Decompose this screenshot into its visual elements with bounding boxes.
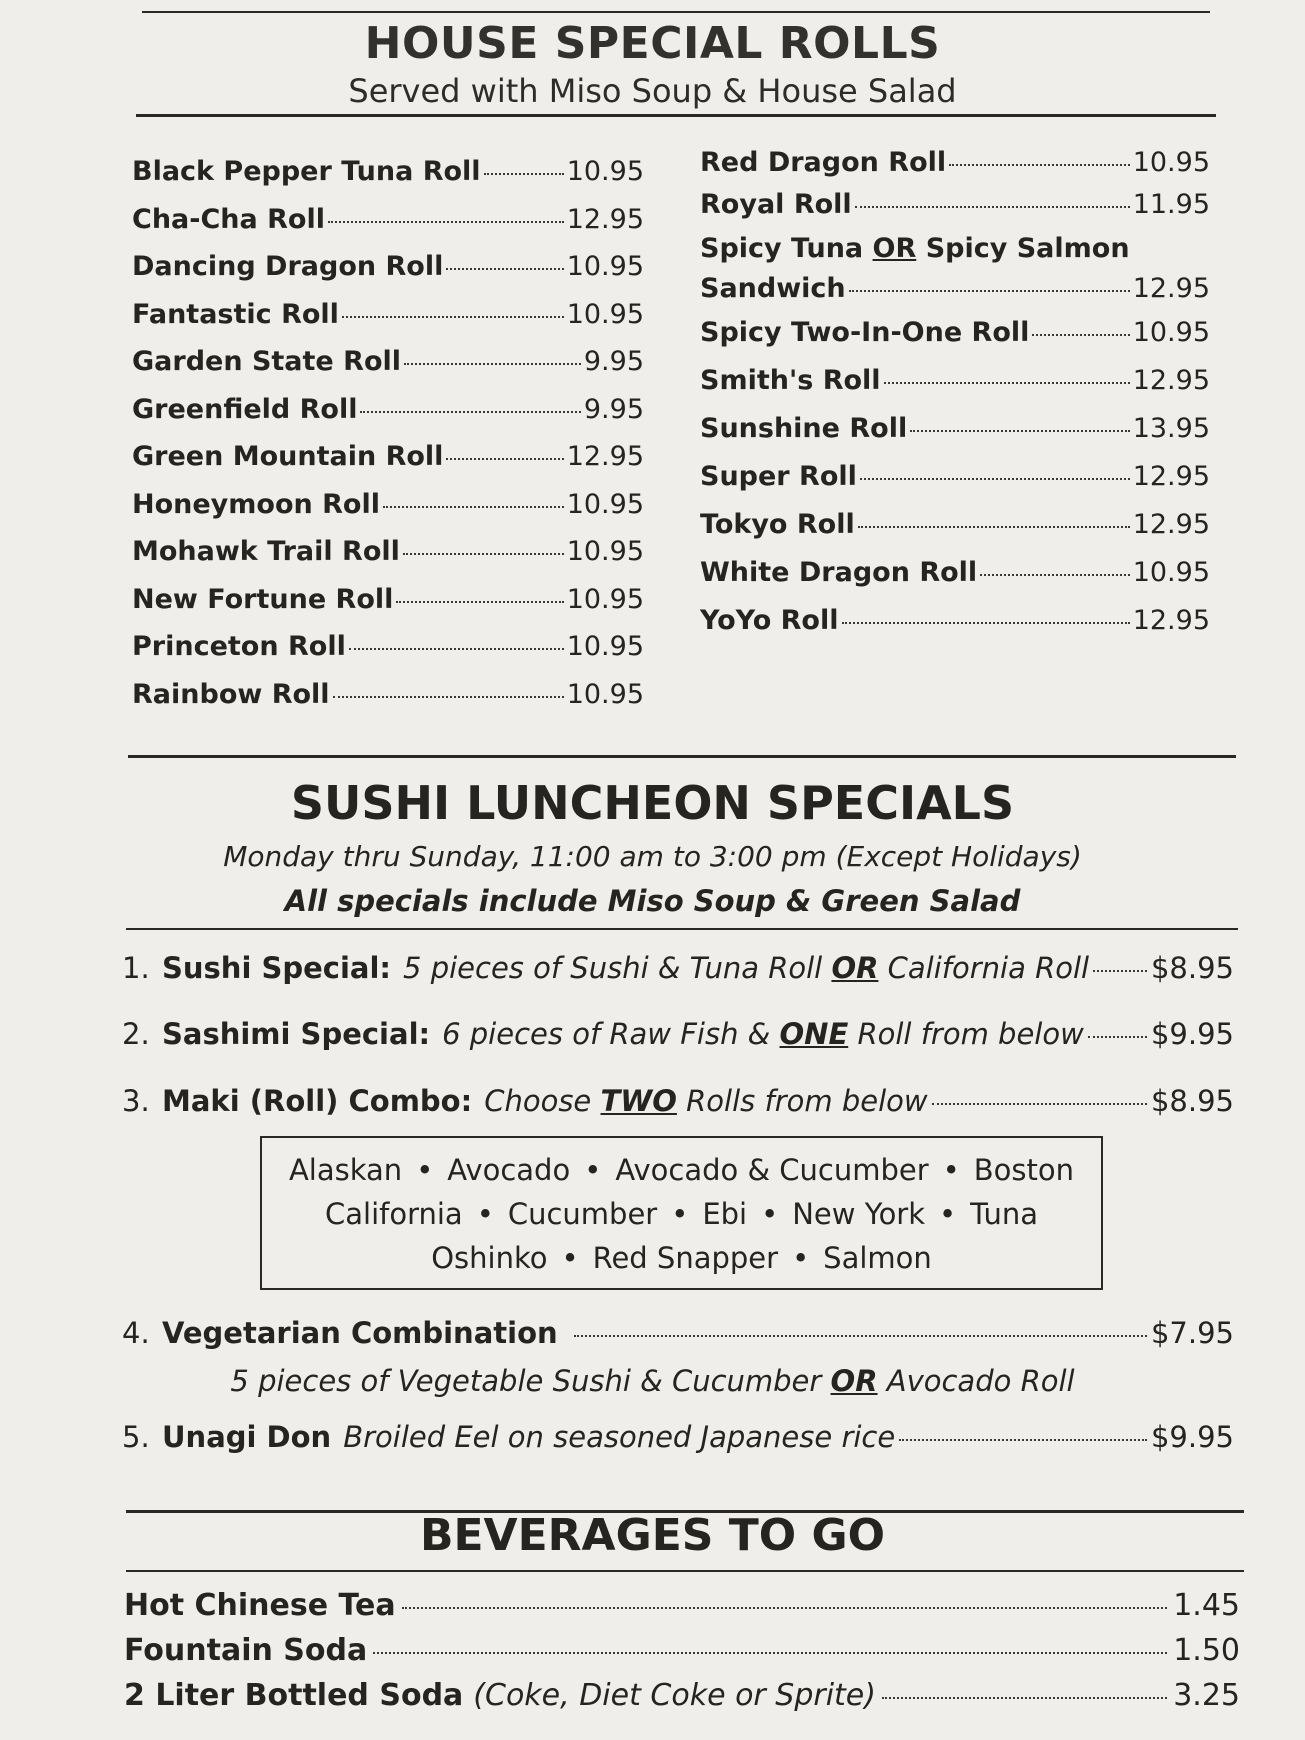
item-name: Super Roll: [700, 461, 857, 492]
spicy-sandwich-part2: Spicy Salmon: [916, 233, 1130, 264]
item-price: 12.95: [1132, 605, 1210, 636]
bullet-separator: •: [584, 1153, 602, 1187]
maki-roll-option: New York: [792, 1197, 926, 1231]
dot-leader: [910, 430, 1129, 432]
desc-part: Choose: [484, 1084, 601, 1118]
item-price: 10.95: [566, 678, 644, 710]
sushi-top-rule: [128, 755, 1236, 758]
maki-row: [262, 1148, 1101, 1192]
dot-leader: [949, 164, 1130, 166]
maki-row: [262, 1236, 1101, 1280]
beverage-note: (Coke, Diet Coke or Sprite): [473, 1678, 876, 1713]
special-name: Maki (Roll) Combo:: [162, 1084, 473, 1118]
menu-item: [700, 357, 1210, 405]
bev-rule: [126, 1570, 1244, 1572]
beverage-price: 1.50: [1173, 1633, 1240, 1668]
bullet-separator: •: [939, 1197, 957, 1231]
item-price: 10.95: [566, 251, 644, 282]
bev-title: BEVERAGES TO GO: [419, 1510, 886, 1561]
spicy-sandwich-part1: Spicy Tuna: [700, 233, 873, 264]
maki-roll-option: Cucumber: [507, 1197, 658, 1231]
spicy-sandwich-or: OR: [872, 233, 917, 264]
special-5: [122, 1420, 1234, 1454]
beverage-price: 3.25: [1173, 1678, 1240, 1713]
dot-leader: [446, 458, 563, 460]
menu-item: [700, 309, 1210, 357]
desc-part: Roll from below: [848, 1017, 1084, 1051]
special-price: $8.95: [1150, 951, 1234, 985]
menu-item: [132, 433, 644, 481]
dot-leader: [1093, 970, 1147, 972]
special-2: [122, 1017, 1234, 1051]
desc-part: Rolls from below: [676, 1084, 928, 1118]
menu-item: [132, 481, 644, 529]
dot-leader: [1088, 1036, 1147, 1038]
dot-leader: [328, 221, 564, 223]
item-name: Sandwich: [700, 273, 846, 304]
beverage-name: Fountain Soda: [124, 1633, 368, 1668]
desc-part: 5 pieces of Sushi & Tuna Roll: [403, 951, 832, 985]
special-4-desc: [0, 1364, 1305, 1398]
spicy-sandwich-line1: [700, 229, 1210, 269]
house-subtitle: Served with Miso Soup & House Salad: [348, 72, 957, 110]
item-price: 9.95: [583, 393, 644, 425]
item-name: Spicy Two-In-One Roll: [700, 317, 1030, 348]
item-name: YoYo Roll: [700, 605, 839, 636]
dot-leader: [333, 696, 564, 698]
item-name: Tokyo Roll: [700, 509, 855, 540]
special-3: [122, 1084, 1234, 1118]
dot-leader: [849, 290, 1130, 292]
menu-item: [700, 549, 1210, 597]
item-name: Red Dragon Roll: [700, 147, 947, 178]
item-name: Cha-Cha Roll: [132, 203, 325, 235]
desc-emphasis: OR: [830, 1364, 878, 1398]
special-name: Vegetarian Combination: [162, 1316, 558, 1350]
maki-roll-option: Salmon: [823, 1241, 932, 1275]
bullet-separator: •: [671, 1197, 689, 1231]
bev-header: [0, 1510, 1305, 1561]
item-name: Honeymoon Roll: [132, 488, 380, 520]
beverage-item: [124, 1588, 1240, 1623]
special-name: Sushi Special:: [162, 951, 392, 985]
special-name: Unagi Don: [162, 1420, 332, 1454]
special-num: 1.: [122, 951, 150, 985]
special-4-desc-wrap: [0, 1364, 1305, 1398]
dot-leader: [403, 553, 564, 555]
menu-item: [132, 528, 644, 576]
sushi-hours: Monday thru Sunday, 11:00 am to 3:00 pm (Except Holidays): [223, 840, 1082, 873]
dot-leader: [349, 648, 564, 650]
dot-leader: [342, 316, 564, 318]
menu-item: [132, 386, 644, 434]
maki-roll-option: Red Snapper: [592, 1241, 779, 1275]
beverage-item: [124, 1633, 1240, 1668]
menu-item: [700, 453, 1210, 501]
house-right-column: [700, 142, 1210, 645]
sushi-hours-wrap: [0, 840, 1305, 873]
item-price: 10.95: [1132, 317, 1210, 348]
item-name: Fantastic Roll: [132, 298, 339, 330]
item-price: 11.95: [1132, 189, 1210, 220]
dot-leader: [842, 622, 1130, 624]
dot-leader: [402, 1607, 1168, 1609]
item-price: 10.95: [566, 631, 644, 662]
item-price: 10.95: [566, 583, 644, 615]
special-num: 5.: [122, 1420, 150, 1454]
sushi-title: SUSHI LUNCHEON SPECIALS: [290, 776, 1015, 830]
maki-roll-option: Tuna: [970, 1197, 1038, 1231]
maki-roll-option: Alaskan: [288, 1153, 403, 1187]
house-subtitle-wrap: [0, 72, 1305, 110]
house-header: [0, 18, 1305, 69]
dot-leader: [932, 1103, 1147, 1105]
desc-part: California Roll: [878, 951, 1090, 985]
item-price: 9.95: [583, 346, 644, 377]
maki-row: [262, 1192, 1101, 1236]
beverage-item: [124, 1678, 1240, 1713]
dot-leader: [899, 1439, 1147, 1441]
item-name: Black Pepper Tuna Roll: [132, 156, 481, 187]
beverage-name: Hot Chinese Tea: [124, 1588, 396, 1623]
top-rule: [142, 11, 1210, 13]
desc-part: 5 pieces of Vegetable Sushi & Cucumber: [230, 1364, 831, 1398]
special-price: $7.95: [1150, 1316, 1234, 1350]
sushi-include-wrap: [0, 884, 1305, 918]
bullet-separator: •: [561, 1241, 579, 1275]
item-name: Rainbow Roll: [132, 678, 330, 710]
item-price: 12.95: [1132, 273, 1210, 304]
house-left-column: [132, 148, 644, 718]
dot-leader: [360, 411, 580, 413]
desc-part: 6 pieces of Raw Fish &: [442, 1017, 780, 1051]
bullet-separator: •: [761, 1197, 779, 1231]
dot-leader: [484, 173, 564, 175]
special-price: $9.95: [1150, 1420, 1234, 1454]
special-desc: Broiled Eel on seasoned Japanese rice: [343, 1420, 896, 1454]
maki-roll-option: Oshinko: [431, 1241, 548, 1275]
special-1: [122, 951, 1234, 985]
item-name: Royal Roll: [700, 189, 852, 220]
item-name: Sunshine Roll: [700, 413, 908, 444]
special-desc: [484, 1084, 927, 1118]
maki-roll-option: Boston: [973, 1153, 1075, 1187]
item-name: Smith's Roll: [700, 365, 881, 396]
menu-item: [132, 338, 644, 386]
special-desc: [442, 1017, 1084, 1051]
beverage-price: 1.45: [1173, 1588, 1240, 1623]
menu-item: [132, 576, 644, 624]
item-price: 10.95: [1132, 147, 1210, 178]
bullet-separator: •: [792, 1241, 810, 1275]
item-price: 10.95: [566, 298, 644, 330]
dot-leader: [404, 363, 581, 365]
item-price: 10.95: [1132, 557, 1210, 588]
maki-roll-choices-box: [260, 1136, 1103, 1290]
special-desc: [403, 951, 1089, 985]
item-name: New Fortune Roll: [132, 583, 394, 615]
special-4: [122, 1316, 1234, 1350]
dot-leader: [383, 506, 564, 508]
menu-item: [700, 142, 1210, 184]
bullet-separator: •: [416, 1153, 434, 1187]
item-name: White Dragon Roll: [700, 557, 978, 588]
maki-roll-option: Avocado: [447, 1153, 571, 1187]
desc-part: Avocado Roll: [877, 1364, 1075, 1398]
item-name: Princeton Roll: [132, 631, 346, 662]
item-name: Green Mountain Roll: [132, 441, 444, 472]
house-title: HOUSE SPECIAL ROLLS: [364, 18, 941, 69]
bullet-separator: •: [942, 1153, 960, 1187]
sushi-rule: [126, 928, 1238, 930]
item-price: 12.95: [566, 203, 644, 235]
menu-item: [132, 623, 644, 671]
dot-leader: [396, 601, 563, 603]
maki-roll-option: California: [325, 1197, 463, 1231]
desc-emphasis: OR: [831, 951, 879, 985]
item-price: 12.95: [1132, 461, 1210, 492]
menu-item: [132, 291, 644, 339]
dot-leader: [855, 206, 1130, 208]
menu-item: [132, 243, 644, 291]
menu-item: [132, 196, 644, 244]
sushi-header: [0, 776, 1305, 830]
item-name: Garden State Roll: [132, 346, 401, 377]
special-num: 4.: [122, 1316, 150, 1350]
item-price: 10.95: [566, 488, 644, 520]
dot-leader: [446, 268, 563, 270]
item-name: Mohawk Trail Roll: [132, 536, 400, 567]
house-rule: [136, 114, 1216, 117]
dot-leader: [882, 1697, 1167, 1699]
desc-emphasis: ONE: [779, 1017, 849, 1051]
dot-leader: [884, 382, 1130, 384]
dot-leader: [980, 574, 1130, 576]
item-price: 12.95: [566, 441, 644, 472]
special-name: Sashimi Special:: [162, 1017, 431, 1051]
menu-item: [132, 148, 644, 196]
item-name: Dancing Dragon Roll: [132, 251, 444, 282]
item-price: 12.95: [1132, 365, 1210, 396]
sushi-include: All specials include Miso Soup & Green Salad: [284, 884, 1021, 918]
menu-item: [700, 269, 1210, 309]
menu-item: [700, 597, 1210, 645]
dot-leader: [373, 1652, 1167, 1654]
item-price: 10.95: [566, 156, 644, 187]
menu-item: [700, 184, 1210, 226]
menu-item: [700, 405, 1210, 453]
special-price: $8.95: [1150, 1084, 1234, 1118]
menu-item: [700, 501, 1210, 549]
beverage-name: 2 Liter Bottled Soda: [124, 1678, 464, 1713]
desc-emphasis: TWO: [600, 1084, 677, 1118]
item-price: 10.95: [566, 536, 644, 567]
dot-leader: [858, 526, 1130, 528]
dot-leader: [574, 1335, 1147, 1337]
maki-roll-option: Avocado & Cucumber: [615, 1153, 929, 1187]
dot-leader: [860, 478, 1130, 480]
menu-item: [132, 671, 644, 719]
special-num: 2.: [122, 1017, 150, 1051]
special-num: 3.: [122, 1084, 150, 1118]
item-price: 12.95: [1132, 509, 1210, 540]
bullet-separator: •: [476, 1197, 494, 1231]
item-name: Greenfield Roll: [132, 393, 358, 425]
item-price: 13.95: [1132, 413, 1210, 444]
dot-leader: [1032, 334, 1129, 336]
maki-roll-option: Ebi: [702, 1197, 748, 1231]
special-price: $9.95: [1150, 1017, 1234, 1051]
